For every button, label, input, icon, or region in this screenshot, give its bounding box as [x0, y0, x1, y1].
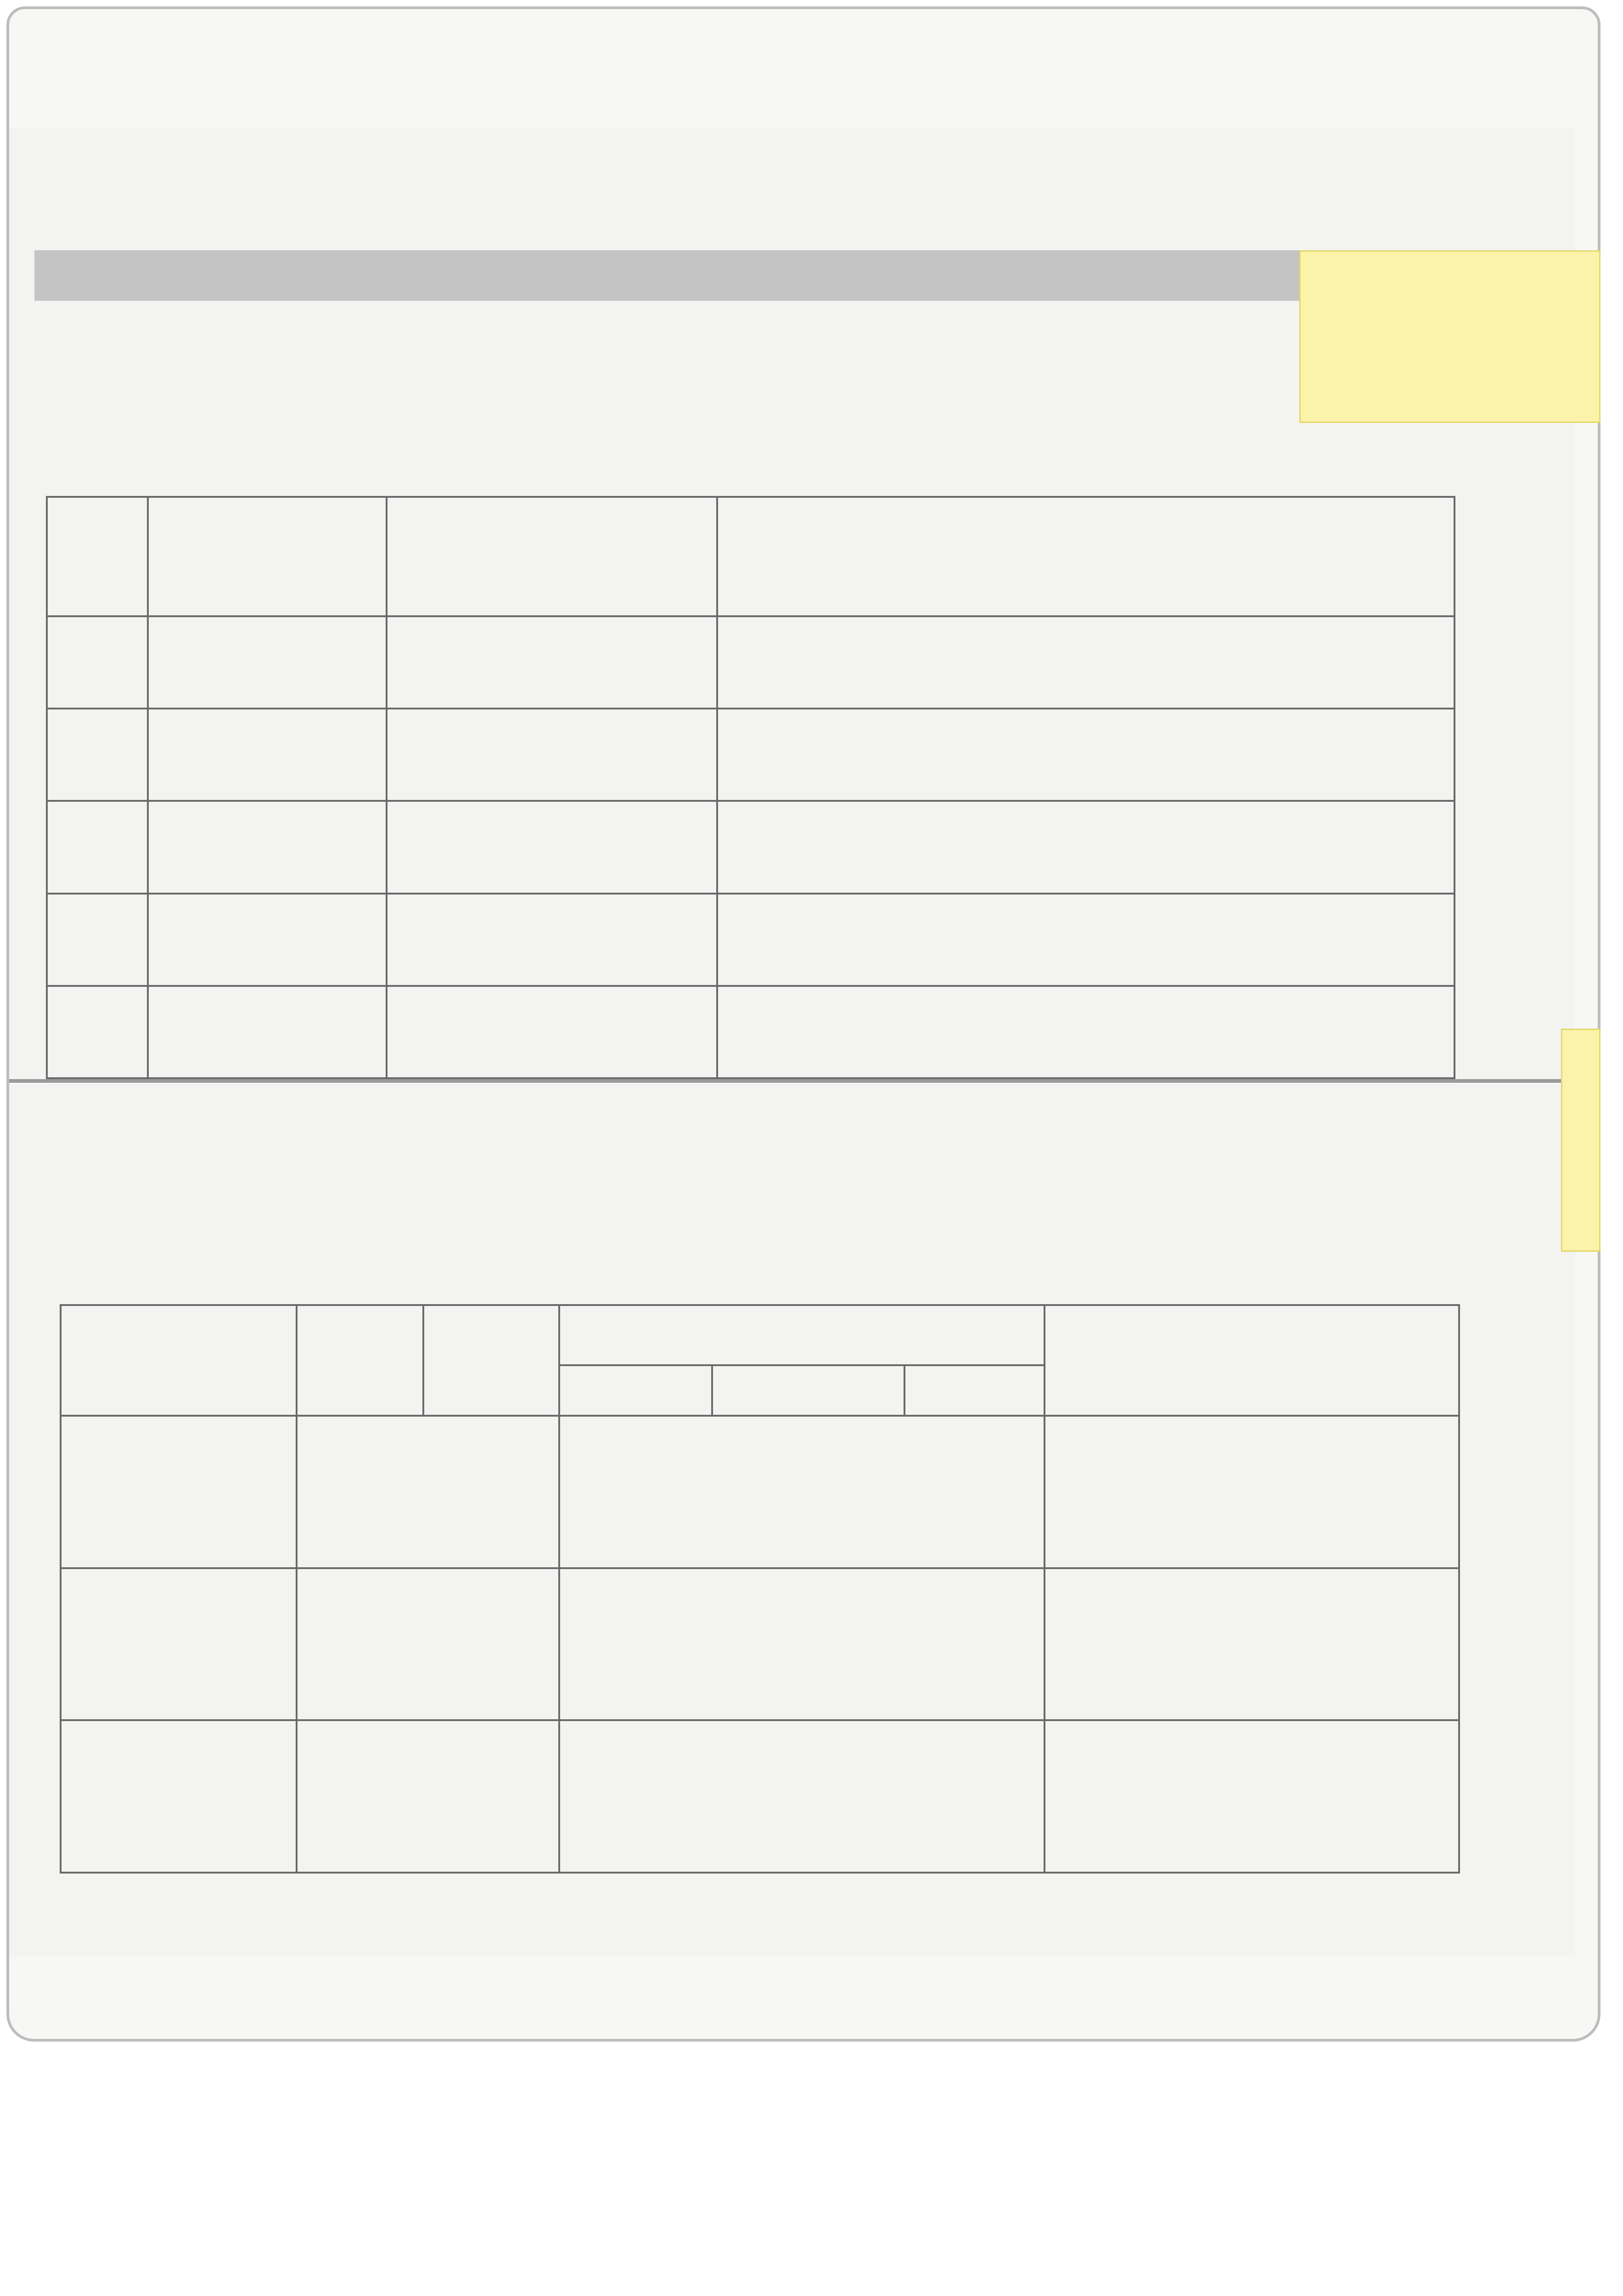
table-row: [47, 616, 1455, 709]
col-reason: [387, 497, 717, 616]
col-country: [423, 1305, 559, 1416]
letterhead: [1194, 2076, 1478, 2112]
table-row: [47, 894, 1455, 986]
col-date: [61, 1305, 297, 1416]
col-date: [47, 497, 148, 616]
sticky-note-bottom: [1561, 1029, 1601, 1252]
col-vet: [1045, 1305, 1459, 1416]
col-vaccine: [559, 1305, 1045, 1365]
identification-table: [46, 496, 1455, 1079]
col-town: [148, 497, 387, 616]
col-verifier: [717, 497, 1455, 616]
table-row: [61, 1568, 1459, 1721]
vaccination-table: [60, 1304, 1460, 1874]
table-row: [61, 1720, 1459, 1873]
section-banner: [34, 250, 1449, 301]
table-row: [61, 1416, 1459, 1568]
table-row: [47, 709, 1455, 801]
col-disease: [904, 1365, 1045, 1416]
col-batch: [712, 1365, 904, 1416]
table-row: [47, 986, 1455, 1078]
col-place: [297, 1305, 423, 1416]
col-vaccine-name: [559, 1365, 712, 1416]
table-row: [47, 801, 1455, 893]
sticky-note-top: [1299, 250, 1601, 423]
